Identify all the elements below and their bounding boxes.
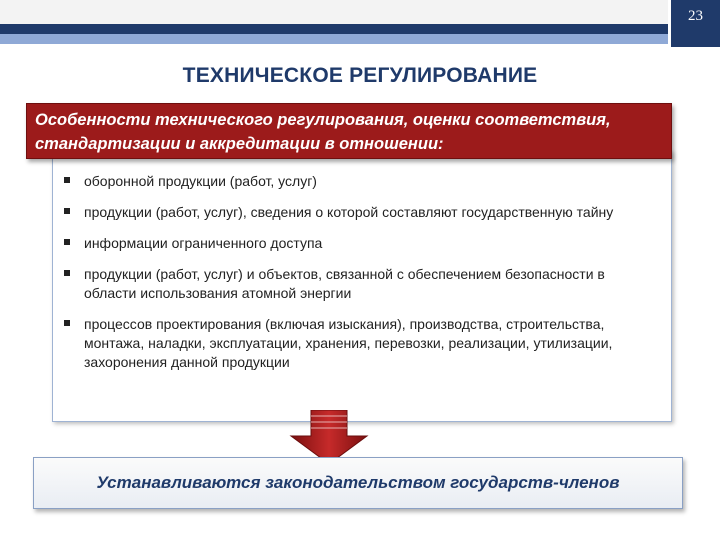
result-box xyxy=(33,457,683,509)
list-item-text: процессов проектирования (включая изыскания), производства, строительства, монтажа, наладки, эксплуатации, хранения, перевозки, реализации, утилизации, захоронения данной продукции xyxy=(84,316,613,370)
result-text: Устанавливаются законодательством государств-членов xyxy=(96,473,620,492)
slide-title: ТЕХНИЧЕСКОЕ РЕГУЛИРОВАНИЕ xyxy=(182,64,538,87)
section-heading: Особенности технического регулирования, оценки соответствия, стандартизации и аккредитации в отношении: xyxy=(26,103,672,159)
header-stripe-dark xyxy=(0,24,720,34)
bullet-icon xyxy=(64,239,70,245)
header-stripe-white xyxy=(0,44,720,47)
bullet-icon xyxy=(64,177,70,183)
list-item xyxy=(60,234,660,253)
list-item xyxy=(60,172,660,191)
page-number: 23 xyxy=(668,0,720,47)
bullet-icon xyxy=(64,320,70,326)
list-item-text: продукции (работ, услуг), сведения о которой составляют государственную тайну xyxy=(84,204,614,220)
list-item-text: информации ограниченного доступа xyxy=(84,235,323,251)
list-item xyxy=(60,265,660,303)
list-item-text: оборонной продукции (работ, услуг) xyxy=(84,173,317,189)
bullet-list xyxy=(60,172,660,372)
header-band xyxy=(0,0,720,24)
list-item-text: продукции (работ, услуг) и объектов, связанной с обеспечением безопасности в области использования атомной энергии xyxy=(84,266,605,301)
bullet-icon xyxy=(64,208,70,214)
list-item xyxy=(60,203,660,222)
bullet-icon xyxy=(64,270,70,276)
header-stripe-light xyxy=(0,34,720,44)
list-item xyxy=(60,315,660,372)
